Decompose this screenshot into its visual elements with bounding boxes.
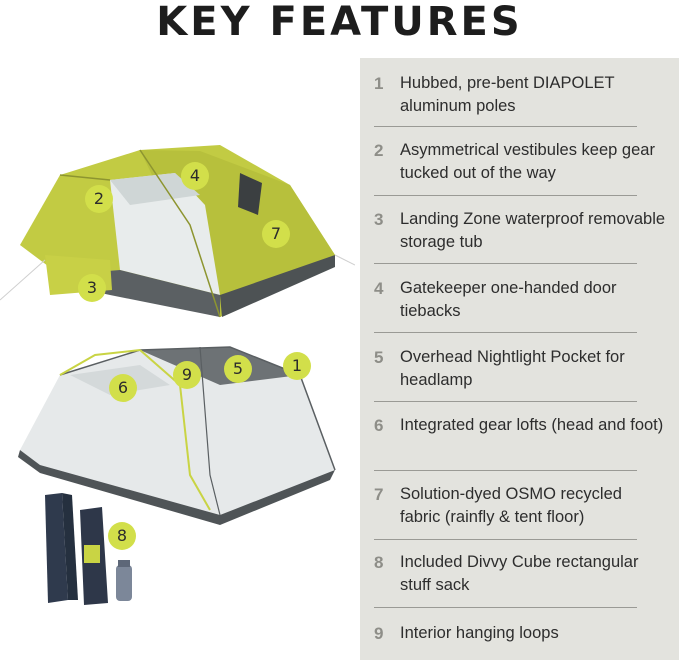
feature-text: Included Divvy Cube rectangular stuff sack bbox=[400, 553, 639, 594]
divider bbox=[374, 263, 637, 264]
callout-1: 1 bbox=[283, 352, 311, 380]
feature-item-4 bbox=[374, 277, 666, 323]
feature-number: 1 bbox=[374, 74, 384, 93]
feature-text: Overhead Nightlight Pocket for headlamp bbox=[400, 348, 625, 389]
divider bbox=[374, 539, 637, 540]
feature-item-2 bbox=[374, 139, 666, 185]
feature-text: Landing Zone waterproof removable storage tub bbox=[400, 210, 666, 251]
feature-item-5 bbox=[374, 346, 666, 392]
feature-item-8 bbox=[374, 551, 666, 597]
feature-number: 9 bbox=[374, 624, 384, 643]
feature-text: Asymmetrical vestibules keep gear tucked out of the way bbox=[400, 141, 655, 182]
callout-5: 5 bbox=[224, 355, 252, 383]
feature-item-6 bbox=[374, 414, 666, 437]
feature-number: 5 bbox=[374, 348, 384, 367]
feature-number: 6 bbox=[374, 416, 384, 435]
page-title: KEY FEATURES bbox=[156, 0, 523, 45]
feature-text: Solution-dyed OSMO recycled fabric (rainfly & tent floor) bbox=[400, 485, 622, 526]
divider bbox=[374, 401, 637, 402]
feature-number: 2 bbox=[374, 141, 384, 160]
divider bbox=[374, 607, 637, 608]
divider bbox=[374, 332, 637, 333]
feature-text: Hubbed, pre-bent DIAPOLET aluminum poles bbox=[400, 74, 615, 115]
divider bbox=[374, 195, 637, 196]
feature-item-9 bbox=[374, 622, 666, 645]
feature-item-7 bbox=[374, 483, 666, 529]
callout-7: 7 bbox=[262, 220, 290, 248]
tent-illustration bbox=[0, 55, 355, 615]
feature-number: 3 bbox=[374, 210, 384, 229]
callout-6: 6 bbox=[109, 374, 137, 402]
feature-item-1 bbox=[374, 72, 666, 118]
feature-number: 8 bbox=[374, 553, 384, 572]
divider bbox=[374, 126, 637, 127]
divider bbox=[374, 470, 637, 471]
callout-3: 3 bbox=[78, 274, 106, 302]
callout-2: 2 bbox=[85, 185, 113, 213]
feature-text: Integrated gear lofts (head and foot) bbox=[400, 416, 664, 434]
feature-text: Interior hanging loops bbox=[400, 624, 559, 642]
feature-item-3 bbox=[374, 208, 666, 254]
callout-9: 9 bbox=[173, 361, 201, 389]
feature-text: Gatekeeper one-handed door tiebacks bbox=[400, 279, 617, 320]
feature-number: 7 bbox=[374, 485, 384, 504]
feature-number: 4 bbox=[374, 279, 384, 298]
callout-4: 4 bbox=[181, 162, 209, 190]
callout-8: 8 bbox=[108, 522, 136, 550]
tent-with-rainfly bbox=[0, 145, 355, 317]
